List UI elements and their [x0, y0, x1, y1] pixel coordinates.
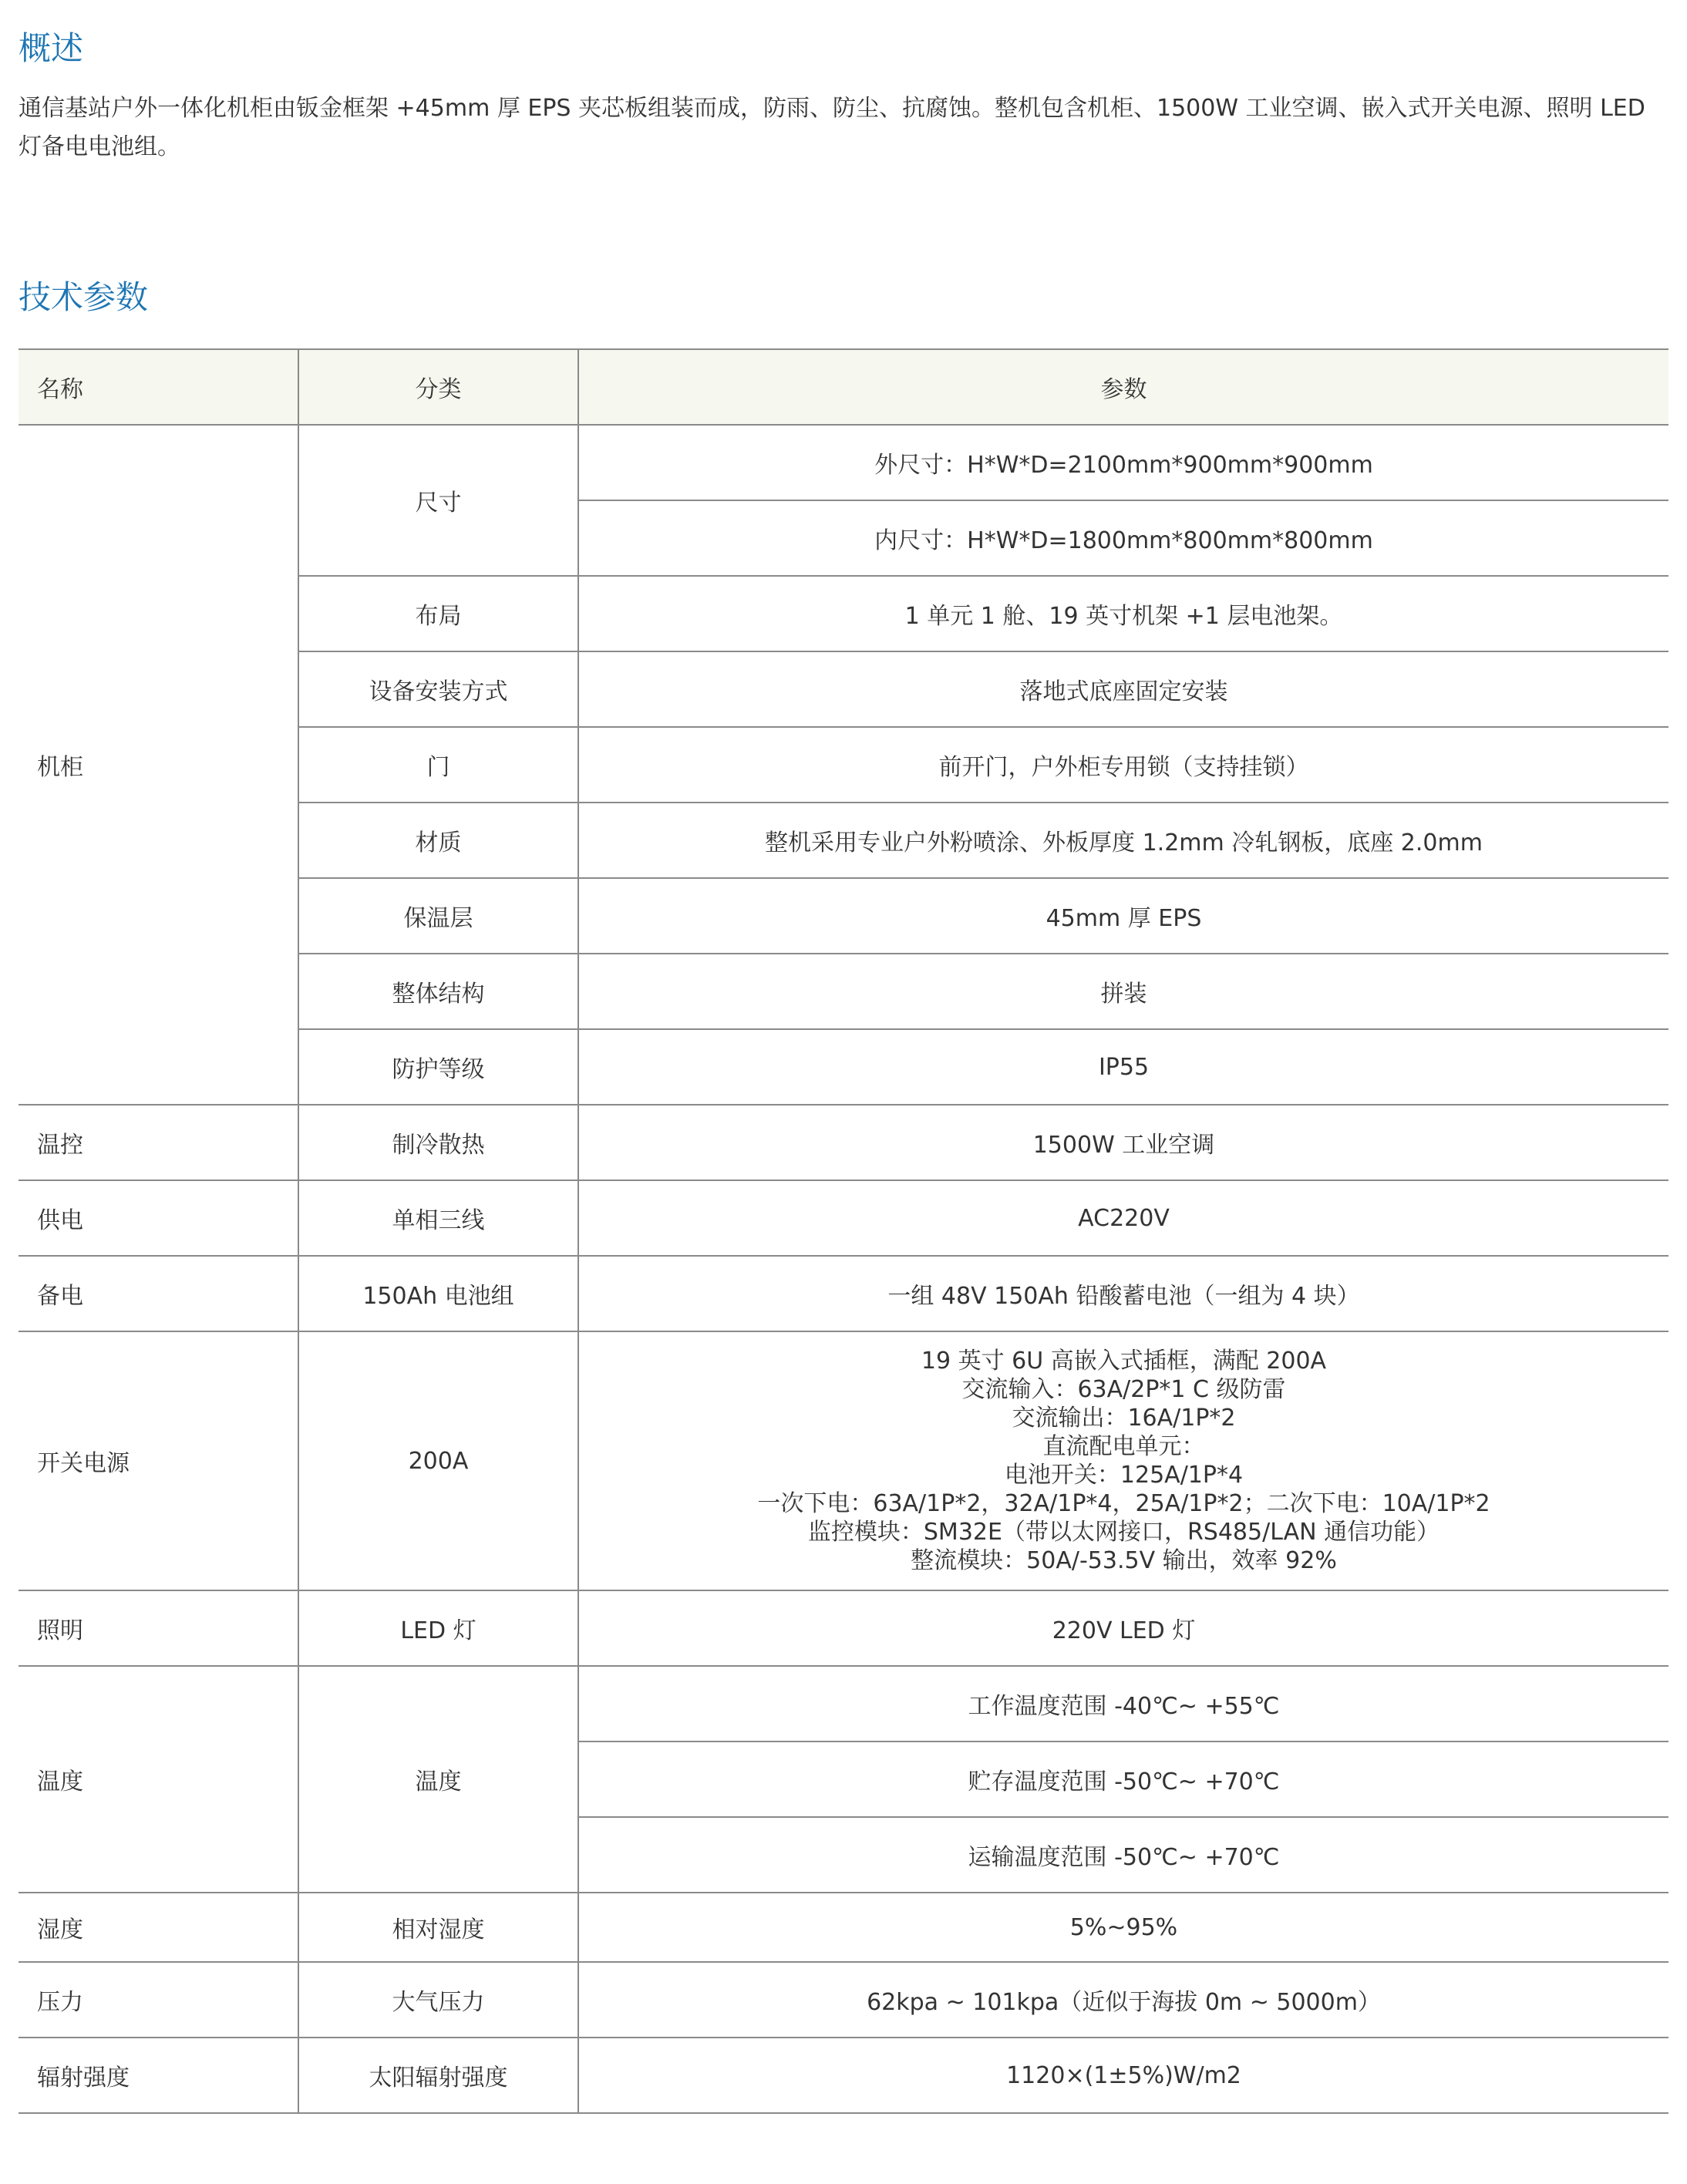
header-name: 名称 — [19, 349, 298, 425]
switch-power-line: 监控模块：SM32E（带以太网接口，RS485/LAN 通信功能） — [807, 1519, 1440, 1546]
row-category-lighting: LED 灯 — [298, 1590, 578, 1666]
row-value-protection: IP55 — [578, 1029, 1668, 1105]
row-name-backup: 备电 — [19, 1256, 298, 1331]
row-category-humidity: 相对湿度 — [298, 1893, 578, 1962]
row-value-humidity: 5%~95% — [578, 1893, 1668, 1962]
table-header-row — [19, 349, 1668, 425]
row-category-size: 尺寸 — [298, 425, 578, 576]
spec-table — [19, 348, 1668, 2114]
row-value-lighting: 220V LED 灯 — [578, 1590, 1668, 1666]
row-value-structure: 拼装 — [578, 954, 1668, 1029]
overview-text: 通信基站户外一体化机柜由钣金框架 +45mm 厚 EPS 夹芯板组装而成，防雨、防尘、抗腐蚀。整机包含机柜、1500W 工业空调、嵌入式开关电源、照明 LED 灯备电电池组。 — [19, 95, 1645, 160]
row-category-material: 材质 — [298, 803, 578, 878]
row-category-temperature: 温度 — [298, 1666, 578, 1893]
row-name-cabinet: 机柜 — [19, 425, 298, 1105]
spec-title: 技术参数 — [19, 278, 149, 316]
row-name-pressure: 压力 — [19, 1962, 298, 2038]
row-name-switch-power: 开关电源 — [19, 1331, 298, 1590]
row-value-radiation: 1120×(1±5%)W/m2 — [578, 2038, 1668, 2113]
row-value-temp-control: 1500W 工业空调 — [578, 1105, 1668, 1180]
row-value-work-temp: 工作温度范围 -40℃~ +55℃ — [578, 1666, 1668, 1741]
switch-power-line: 交流输出：16A/1P*2 — [1012, 1405, 1236, 1432]
row-category-protection: 防护等级 — [298, 1029, 578, 1105]
row-category-install: 设备安装方式 — [298, 651, 578, 727]
row-name-temperature: 温度 — [19, 1666, 298, 1893]
row-category-insulation: 保温层 — [298, 878, 578, 954]
row-category-pressure: 大气压力 — [298, 1962, 578, 2038]
row-name-power: 供电 — [19, 1180, 298, 1256]
row-value-install: 落地式底座固定安装 — [578, 651, 1668, 727]
table-row — [19, 1590, 1668, 1666]
row-category-door: 门 — [298, 727, 578, 803]
table-row — [19, 1331, 1668, 1590]
overview-title: 概述 — [19, 29, 84, 67]
switch-power-line: 直流配电单元： — [1042, 1433, 1205, 1460]
header-category: 分类 — [298, 349, 578, 425]
row-category-backup: 150Ah 电池组 — [298, 1256, 578, 1331]
switch-power-line: 19 英寸 6U 高嵌入式插框，满配 200A — [921, 1348, 1327, 1375]
row-value-switch-power — [578, 1331, 1668, 1590]
table-row — [19, 425, 1668, 500]
row-category-power: 单相三线 — [298, 1180, 578, 1256]
table-row — [19, 1962, 1668, 2038]
row-name-temp-control: 温控 — [19, 1105, 298, 1180]
row-value-backup: 一组 48V 150Ah 铅酸蓄电池（一组为 4 块） — [578, 1256, 1668, 1331]
header-parameter: 参数 — [578, 349, 1668, 425]
row-value-storage-temp: 贮存温度范围 -50℃~ +70℃ — [578, 1741, 1668, 1817]
switch-power-line: 电池开关：125A/1P*4 — [1004, 1462, 1244, 1489]
switch-power-line: 一次下电：63A/1P*2，32A/1P*4，25A/1P*2；二次下电：10A/1P*2 — [757, 1490, 1490, 1517]
row-name-lighting: 照明 — [19, 1590, 298, 1666]
switch-power-line: 交流输入：63A/2P*1 C 级防雷 — [961, 1376, 1286, 1403]
row-category-switch-power: 200A — [298, 1331, 578, 1590]
row-value-insulation: 45mm 厚 EPS — [578, 878, 1668, 954]
table-row — [19, 1893, 1668, 1962]
row-name-radiation: 辐射强度 — [19, 2038, 298, 2113]
row-value-outer-size: 外尺寸：H*W*D=2100mm*900mm*900mm — [578, 425, 1668, 500]
row-value-material: 整机采用专业户外粉喷涂、外板厚度 1.2mm 冷轧钢板，底座 2.0mm — [578, 803, 1668, 878]
table-row — [19, 1105, 1668, 1180]
switch-power-line: 整流模块：50A/-53.5V 输出，效率 92% — [911, 1547, 1337, 1574]
row-category-radiation: 太阳辐射强度 — [298, 2038, 578, 2113]
table-row — [19, 1180, 1668, 1256]
row-value-door: 前开门，户外柜专用锁（支持挂锁） — [578, 727, 1668, 803]
row-value-pressure: 62kpa ~ 101kpa（近似于海拔 0m ~ 5000m） — [578, 1962, 1668, 2038]
row-category-temp-control: 制冷散热 — [298, 1105, 578, 1180]
table-row — [19, 1666, 1668, 1741]
row-value-inner-size: 内尺寸：H*W*D=1800mm*800mm*800mm — [578, 500, 1668, 576]
row-category-structure: 整体结构 — [298, 954, 578, 1029]
row-category-layout: 布局 — [298, 576, 578, 651]
row-name-humidity: 湿度 — [19, 1893, 298, 1962]
row-value-power: AC220V — [578, 1180, 1668, 1256]
row-value-transport-temp: 运输温度范围 -50℃~ +70℃ — [578, 1817, 1668, 1893]
table-row — [19, 1256, 1668, 1331]
table-row — [19, 2038, 1668, 2113]
row-value-layout: 1 单元 1 舱、19 英寸机架 +1 层电池架。 — [578, 576, 1668, 651]
